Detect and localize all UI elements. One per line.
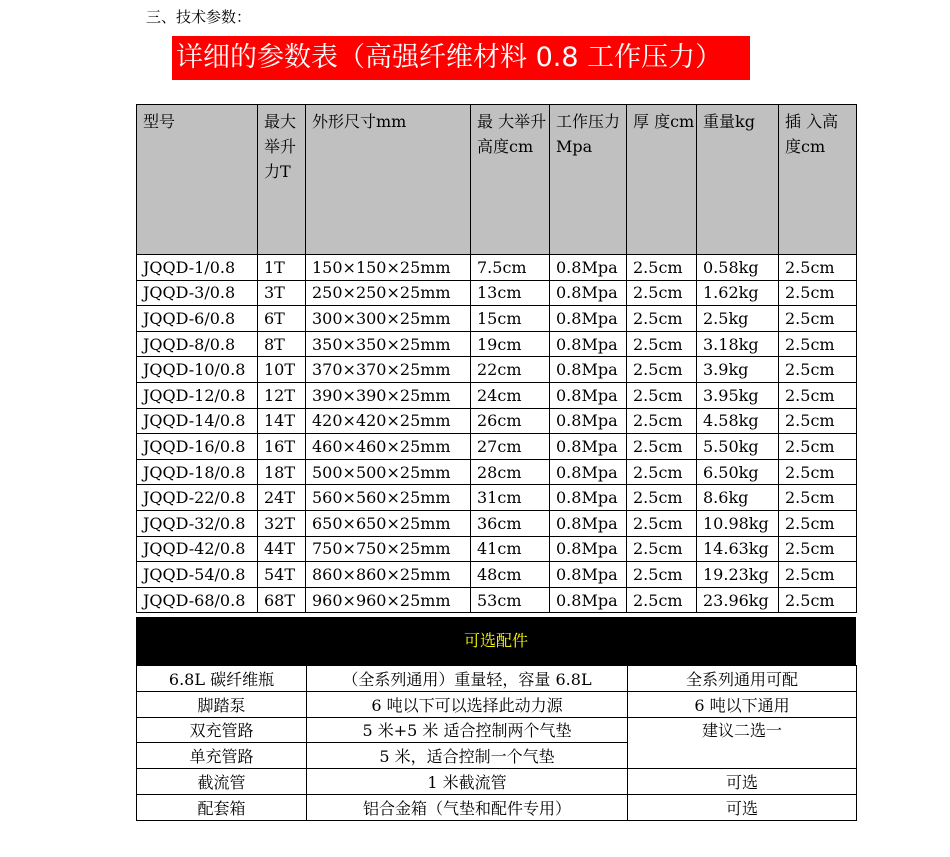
cell-max-lift-force: 68T	[258, 587, 306, 613]
table-row	[137, 459, 857, 485]
cell-max-lift-force: 3T	[258, 280, 306, 306]
accessory-item: 单充管路	[137, 743, 307, 769]
accessory-note: 全系列通用可配	[628, 666, 857, 692]
cell-dimensions: 960×960×25mm	[306, 587, 471, 613]
cell-dimensions: 250×250×25mm	[306, 280, 471, 306]
header-thickness: 厚 度cm	[627, 105, 697, 255]
accessories-table	[136, 665, 857, 821]
cell-dimensions: 150×150×25mm	[306, 255, 471, 281]
accessory-item: 截流管	[137, 769, 307, 795]
cell-working-pressure: 0.8Mpa	[550, 255, 627, 281]
cell-model: JQQD-3/0.8	[137, 280, 258, 306]
table-row	[137, 536, 857, 562]
cell-max-lift-force: 44T	[258, 536, 306, 562]
cell-insertion-height: 2.5cm	[779, 382, 857, 408]
accessory-item: 双充管路	[137, 717, 307, 743]
accessory-desc: 5 米，适合控制一个气垫	[307, 743, 628, 769]
cell-thickness: 2.5cm	[627, 536, 697, 562]
cell-thickness: 2.5cm	[627, 255, 697, 281]
cell-thickness: 2.5cm	[627, 306, 697, 332]
accessory-item: 配套箱	[137, 794, 307, 820]
cell-thickness: 2.5cm	[627, 280, 697, 306]
cell-working-pressure: 0.8Mpa	[550, 587, 627, 613]
cell-working-pressure: 0.8Mpa	[550, 408, 627, 434]
table-row	[137, 408, 857, 434]
header-model: 型号	[137, 105, 258, 255]
cell-thickness: 2.5cm	[627, 331, 697, 357]
cell-dimensions: 460×460×25mm	[306, 434, 471, 460]
cell-max-lift-height: 24cm	[471, 382, 550, 408]
cell-max-lift-height: 28cm	[471, 459, 550, 485]
cell-working-pressure: 0.8Mpa	[550, 510, 627, 536]
cell-model: JQQD-10/0.8	[137, 357, 258, 383]
cell-max-lift-height: 26cm	[471, 408, 550, 434]
table-row	[137, 510, 857, 536]
cell-dimensions: 300×300×25mm	[306, 306, 471, 332]
cell-dimensions: 350×350×25mm	[306, 331, 471, 357]
cell-insertion-height: 2.5cm	[779, 536, 857, 562]
header-weight: 重量kg	[697, 105, 779, 255]
cell-model: JQQD-1/0.8	[137, 255, 258, 281]
cell-dimensions: 370×370×25mm	[306, 357, 471, 383]
cell-max-lift-force: 1T	[258, 255, 306, 281]
cell-dimensions: 500×500×25mm	[306, 459, 471, 485]
cell-model: JQQD-8/0.8	[137, 331, 258, 357]
cell-max-lift-height: 48cm	[471, 562, 550, 588]
cell-max-lift-height: 27cm	[471, 434, 550, 460]
accessory-note: 可选	[628, 769, 857, 795]
accessory-desc: 铝合金箱（气垫和配件专用）	[307, 794, 628, 820]
cell-max-lift-force: 10T	[258, 357, 306, 383]
cell-weight: 3.18kg	[697, 331, 779, 357]
table-row	[137, 357, 857, 383]
accessory-desc: 6 吨以下可以选择此动力源	[307, 691, 628, 717]
cell-max-lift-height: 19cm	[471, 331, 550, 357]
cell-model: JQQD-12/0.8	[137, 382, 258, 408]
cell-insertion-height: 2.5cm	[779, 485, 857, 511]
cell-model: JQQD-18/0.8	[137, 459, 258, 485]
table-row	[137, 562, 857, 588]
cell-max-lift-force: 12T	[258, 382, 306, 408]
cell-max-lift-force: 14T	[258, 408, 306, 434]
cell-insertion-height: 2.5cm	[779, 255, 857, 281]
accessory-item: 6.8L 碳纤维瓶	[137, 666, 307, 692]
cell-dimensions: 750×750×25mm	[306, 536, 471, 562]
cell-model: JQQD-22/0.8	[137, 485, 258, 511]
cell-model: JQQD-54/0.8	[137, 562, 258, 588]
cell-max-lift-height: 53cm	[471, 587, 550, 613]
cell-max-lift-force: 16T	[258, 434, 306, 460]
table-row	[137, 280, 857, 306]
cell-weight: 19.23kg	[697, 562, 779, 588]
accessory-row	[137, 794, 857, 820]
cell-thickness: 2.5cm	[627, 562, 697, 588]
cell-thickness: 2.5cm	[627, 459, 697, 485]
cell-working-pressure: 0.8Mpa	[550, 382, 627, 408]
cell-dimensions: 560×560×25mm	[306, 485, 471, 511]
cell-dimensions: 420×420×25mm	[306, 408, 471, 434]
cell-insertion-height: 2.5cm	[779, 331, 857, 357]
cell-insertion-height: 2.5cm	[779, 306, 857, 332]
spec-header-row	[137, 105, 857, 255]
cell-dimensions: 390×390×25mm	[306, 382, 471, 408]
cell-thickness: 2.5cm	[627, 434, 697, 460]
accessory-note: 可选	[628, 794, 857, 820]
cell-weight: 8.6kg	[697, 485, 779, 511]
cell-max-lift-height: 15cm	[471, 306, 550, 332]
cell-weight: 3.95kg	[697, 382, 779, 408]
cell-working-pressure: 0.8Mpa	[550, 357, 627, 383]
accessory-desc: （全系列通用）重量轻，容量 6.8L	[307, 666, 628, 692]
accessories-title: 可选配件	[136, 617, 856, 665]
cell-insertion-height: 2.5cm	[779, 408, 857, 434]
cell-weight: 0.58kg	[697, 255, 779, 281]
table-row	[137, 485, 857, 511]
spec-table	[136, 104, 857, 613]
banner-title: 详细的参数表（高强纤维材料 0.8 工作压力）	[172, 36, 750, 80]
accessory-desc: 1 米截流管	[307, 769, 628, 795]
cell-weight: 10.98kg	[697, 510, 779, 536]
cell-thickness: 2.5cm	[627, 510, 697, 536]
cell-working-pressure: 0.8Mpa	[550, 485, 627, 511]
table-row	[137, 382, 857, 408]
accessory-desc: 5 米+5 米 适合控制两个气垫	[307, 717, 628, 743]
cell-dimensions: 650×650×25mm	[306, 510, 471, 536]
cell-working-pressure: 0.8Mpa	[550, 536, 627, 562]
cell-thickness: 2.5cm	[627, 408, 697, 434]
cell-max-lift-height: 36cm	[471, 510, 550, 536]
cell-thickness: 2.5cm	[627, 587, 697, 613]
cell-max-lift-force: 24T	[258, 485, 306, 511]
header-working-pressure: 工作压力Mpa	[550, 105, 627, 255]
cell-model: JQQD-16/0.8	[137, 434, 258, 460]
cell-model: JQQD-42/0.8	[137, 536, 258, 562]
cell-weight: 23.96kg	[697, 587, 779, 613]
cell-insertion-height: 2.5cm	[779, 280, 857, 306]
header-dimensions: 外形尺寸mm	[306, 105, 471, 255]
cell-insertion-height: 2.5cm	[779, 510, 857, 536]
cell-insertion-height: 2.5cm	[779, 459, 857, 485]
cell-max-lift-force: 18T	[258, 459, 306, 485]
accessory-row	[137, 666, 857, 692]
cell-thickness: 2.5cm	[627, 485, 697, 511]
cell-weight: 14.63kg	[697, 536, 779, 562]
cell-weight: 2.5kg	[697, 306, 779, 332]
table-row	[137, 306, 857, 332]
accessory-note: 6 吨以下通用	[628, 691, 857, 717]
cell-model: JQQD-6/0.8	[137, 306, 258, 332]
cell-thickness: 2.5cm	[627, 357, 697, 383]
header-max-lift-height: 最 大举升高度cm	[471, 105, 550, 255]
table-row	[137, 434, 857, 460]
cell-working-pressure: 0.8Mpa	[550, 280, 627, 306]
cell-model: JQQD-32/0.8	[137, 510, 258, 536]
cell-max-lift-force: 6T	[258, 306, 306, 332]
cell-dimensions: 860×860×25mm	[306, 562, 471, 588]
cell-weight: 3.9kg	[697, 357, 779, 383]
cell-working-pressure: 0.8Mpa	[550, 331, 627, 357]
cell-working-pressure: 0.8Mpa	[550, 459, 627, 485]
table-row	[137, 587, 857, 613]
header-max-lift-force: 最大举升力T	[258, 105, 306, 255]
cell-max-lift-force: 32T	[258, 510, 306, 536]
cell-max-lift-height: 7.5cm	[471, 255, 550, 281]
cell-max-lift-height: 22cm	[471, 357, 550, 383]
cell-insertion-height: 2.5cm	[779, 357, 857, 383]
cell-weight: 5.50kg	[697, 434, 779, 460]
cell-max-lift-force: 8T	[258, 331, 306, 357]
cell-working-pressure: 0.8Mpa	[550, 562, 627, 588]
accessory-row	[137, 769, 857, 795]
cell-max-lift-force: 54T	[258, 562, 306, 588]
accessory-row	[137, 691, 857, 717]
section-heading: 三、技术参数：	[146, 8, 252, 26]
accessory-note: 建议二选一	[628, 717, 857, 769]
cell-model: JQQD-68/0.8	[137, 587, 258, 613]
cell-insertion-height: 2.5cm	[779, 562, 857, 588]
cell-insertion-height: 2.5cm	[779, 434, 857, 460]
cell-insertion-height: 2.5cm	[779, 587, 857, 613]
table-row	[137, 255, 857, 281]
cell-max-lift-height: 41cm	[471, 536, 550, 562]
cell-weight: 1.62kg	[697, 280, 779, 306]
accessory-item: 脚踏泵	[137, 691, 307, 717]
cell-working-pressure: 0.8Mpa	[550, 306, 627, 332]
cell-working-pressure: 0.8Mpa	[550, 434, 627, 460]
cell-max-lift-height: 13cm	[471, 280, 550, 306]
accessory-row	[137, 717, 857, 743]
cell-model: JQQD-14/0.8	[137, 408, 258, 434]
header-insertion-height: 插 入高 度cm	[779, 105, 857, 255]
table-row	[137, 331, 857, 357]
cell-weight: 6.50kg	[697, 459, 779, 485]
cell-weight: 4.58kg	[697, 408, 779, 434]
cell-max-lift-height: 31cm	[471, 485, 550, 511]
cell-thickness: 2.5cm	[627, 382, 697, 408]
